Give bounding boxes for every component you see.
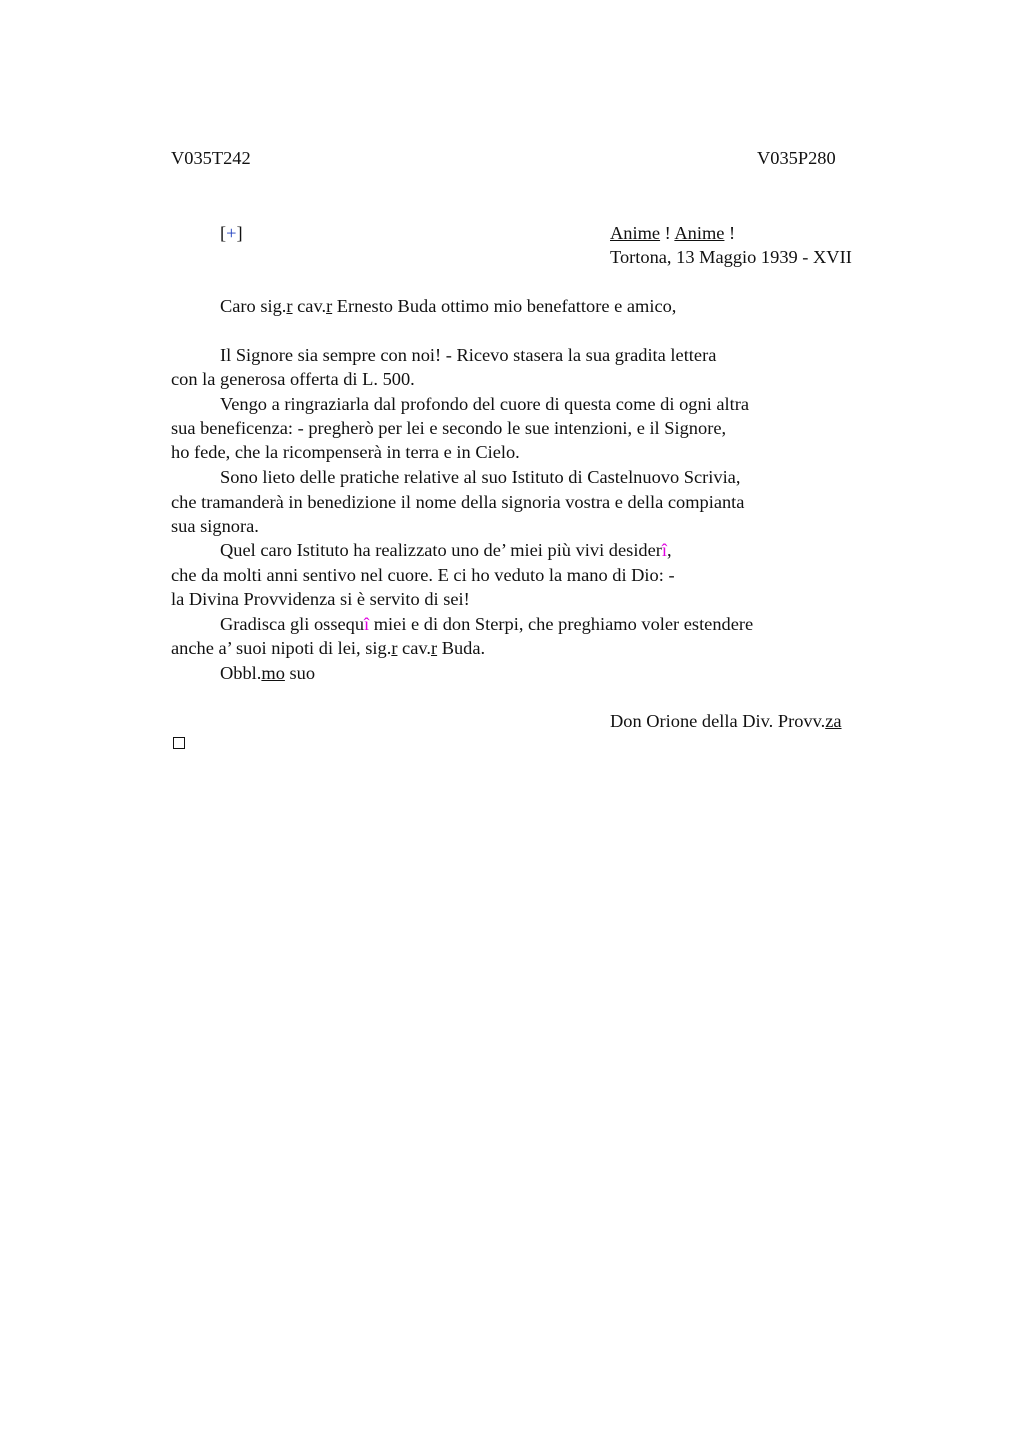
document-code-right: V035P280 [757,148,836,168]
body-line [171,636,485,660]
motto-word-2: Anime [674,223,725,243]
abbrev: r [430,638,438,658]
body-text: , [667,540,672,560]
cross-bracket-close: ] [236,223,243,243]
body-text: miei e di don Sterpi, che preghiamo voler estendere [369,614,754,634]
motto-separator: ! [660,223,675,243]
body-text: anche a’ suoi nipoti di lei, sig. [171,638,392,658]
editorial-accent: î [364,614,370,634]
motto [610,221,735,245]
signature-abbrev: za [825,711,842,731]
salutation-abbrev: r [326,296,333,316]
editorial-accent: î [661,540,668,560]
body-line: sua signora. [171,516,259,536]
body-line [220,612,753,636]
body-line [220,538,672,562]
empty-square-icon [173,737,185,749]
body-line: la Divina Provvidenza si è servito di sei! [171,589,470,609]
cross-mark [220,221,243,245]
salutation-part: Caro sig. [220,296,287,316]
cross-icon: + [226,223,237,243]
motto-word-1: Anime [610,223,661,243]
body-text: Buda. [437,638,486,658]
date-line: Tortona, 13 Maggio 1939 - XVII [610,247,852,267]
body-line: che da molti anni sentivo nel cuore. E ci ho veduto la mano di Dio: - [171,565,675,585]
salutation-part: Ernesto Buda ottimo mio benefattore e amico, [332,296,677,316]
body-text: Gradisca gli ossequ [220,614,365,634]
salutation-abbrev: r [286,296,293,316]
body-text: cav. [397,638,431,658]
body-line: Sono lieto delle pratiche relative al suo Istituto di Castelnuovo Scrivia, [220,467,741,487]
signature-text: Don Orione della Div. Provv. [610,711,826,731]
body-line: Vengo a ringraziarla dal profondo del cuore di questa come di ogni altra [220,394,750,414]
body-line: sua beneficenza: - pregherò per lei e secondo le sue intenzioni, e il Signore, [171,418,727,438]
signature [610,709,842,733]
closing-text: Obbl. [220,663,262,683]
body-line: che tramanderà in benedizione il nome della signoria vostra e della compianta [171,492,745,512]
closing [220,661,315,685]
body-line: ho fede, che la ricompenserà in terra e in Cielo. [171,442,520,462]
body-line: Il Signore sia sempre con noi! - Ricevo stasera la sua gradita lettera [220,345,717,365]
closing-text: suo [284,663,316,683]
abbrev: r [391,638,398,658]
closing-abbrev: mo [261,663,285,683]
cross-bracket-open: [ [220,223,227,243]
document-code-left: V035T242 [171,148,251,168]
salutation [220,294,676,318]
body-text: Quel caro Istituto ha realizzato uno de’ miei più vivi desider [220,540,662,560]
body-line: con la generosa offerta di L. 500. [171,369,415,389]
motto-end: ! [724,223,736,243]
salutation-part: cav. [292,296,327,316]
